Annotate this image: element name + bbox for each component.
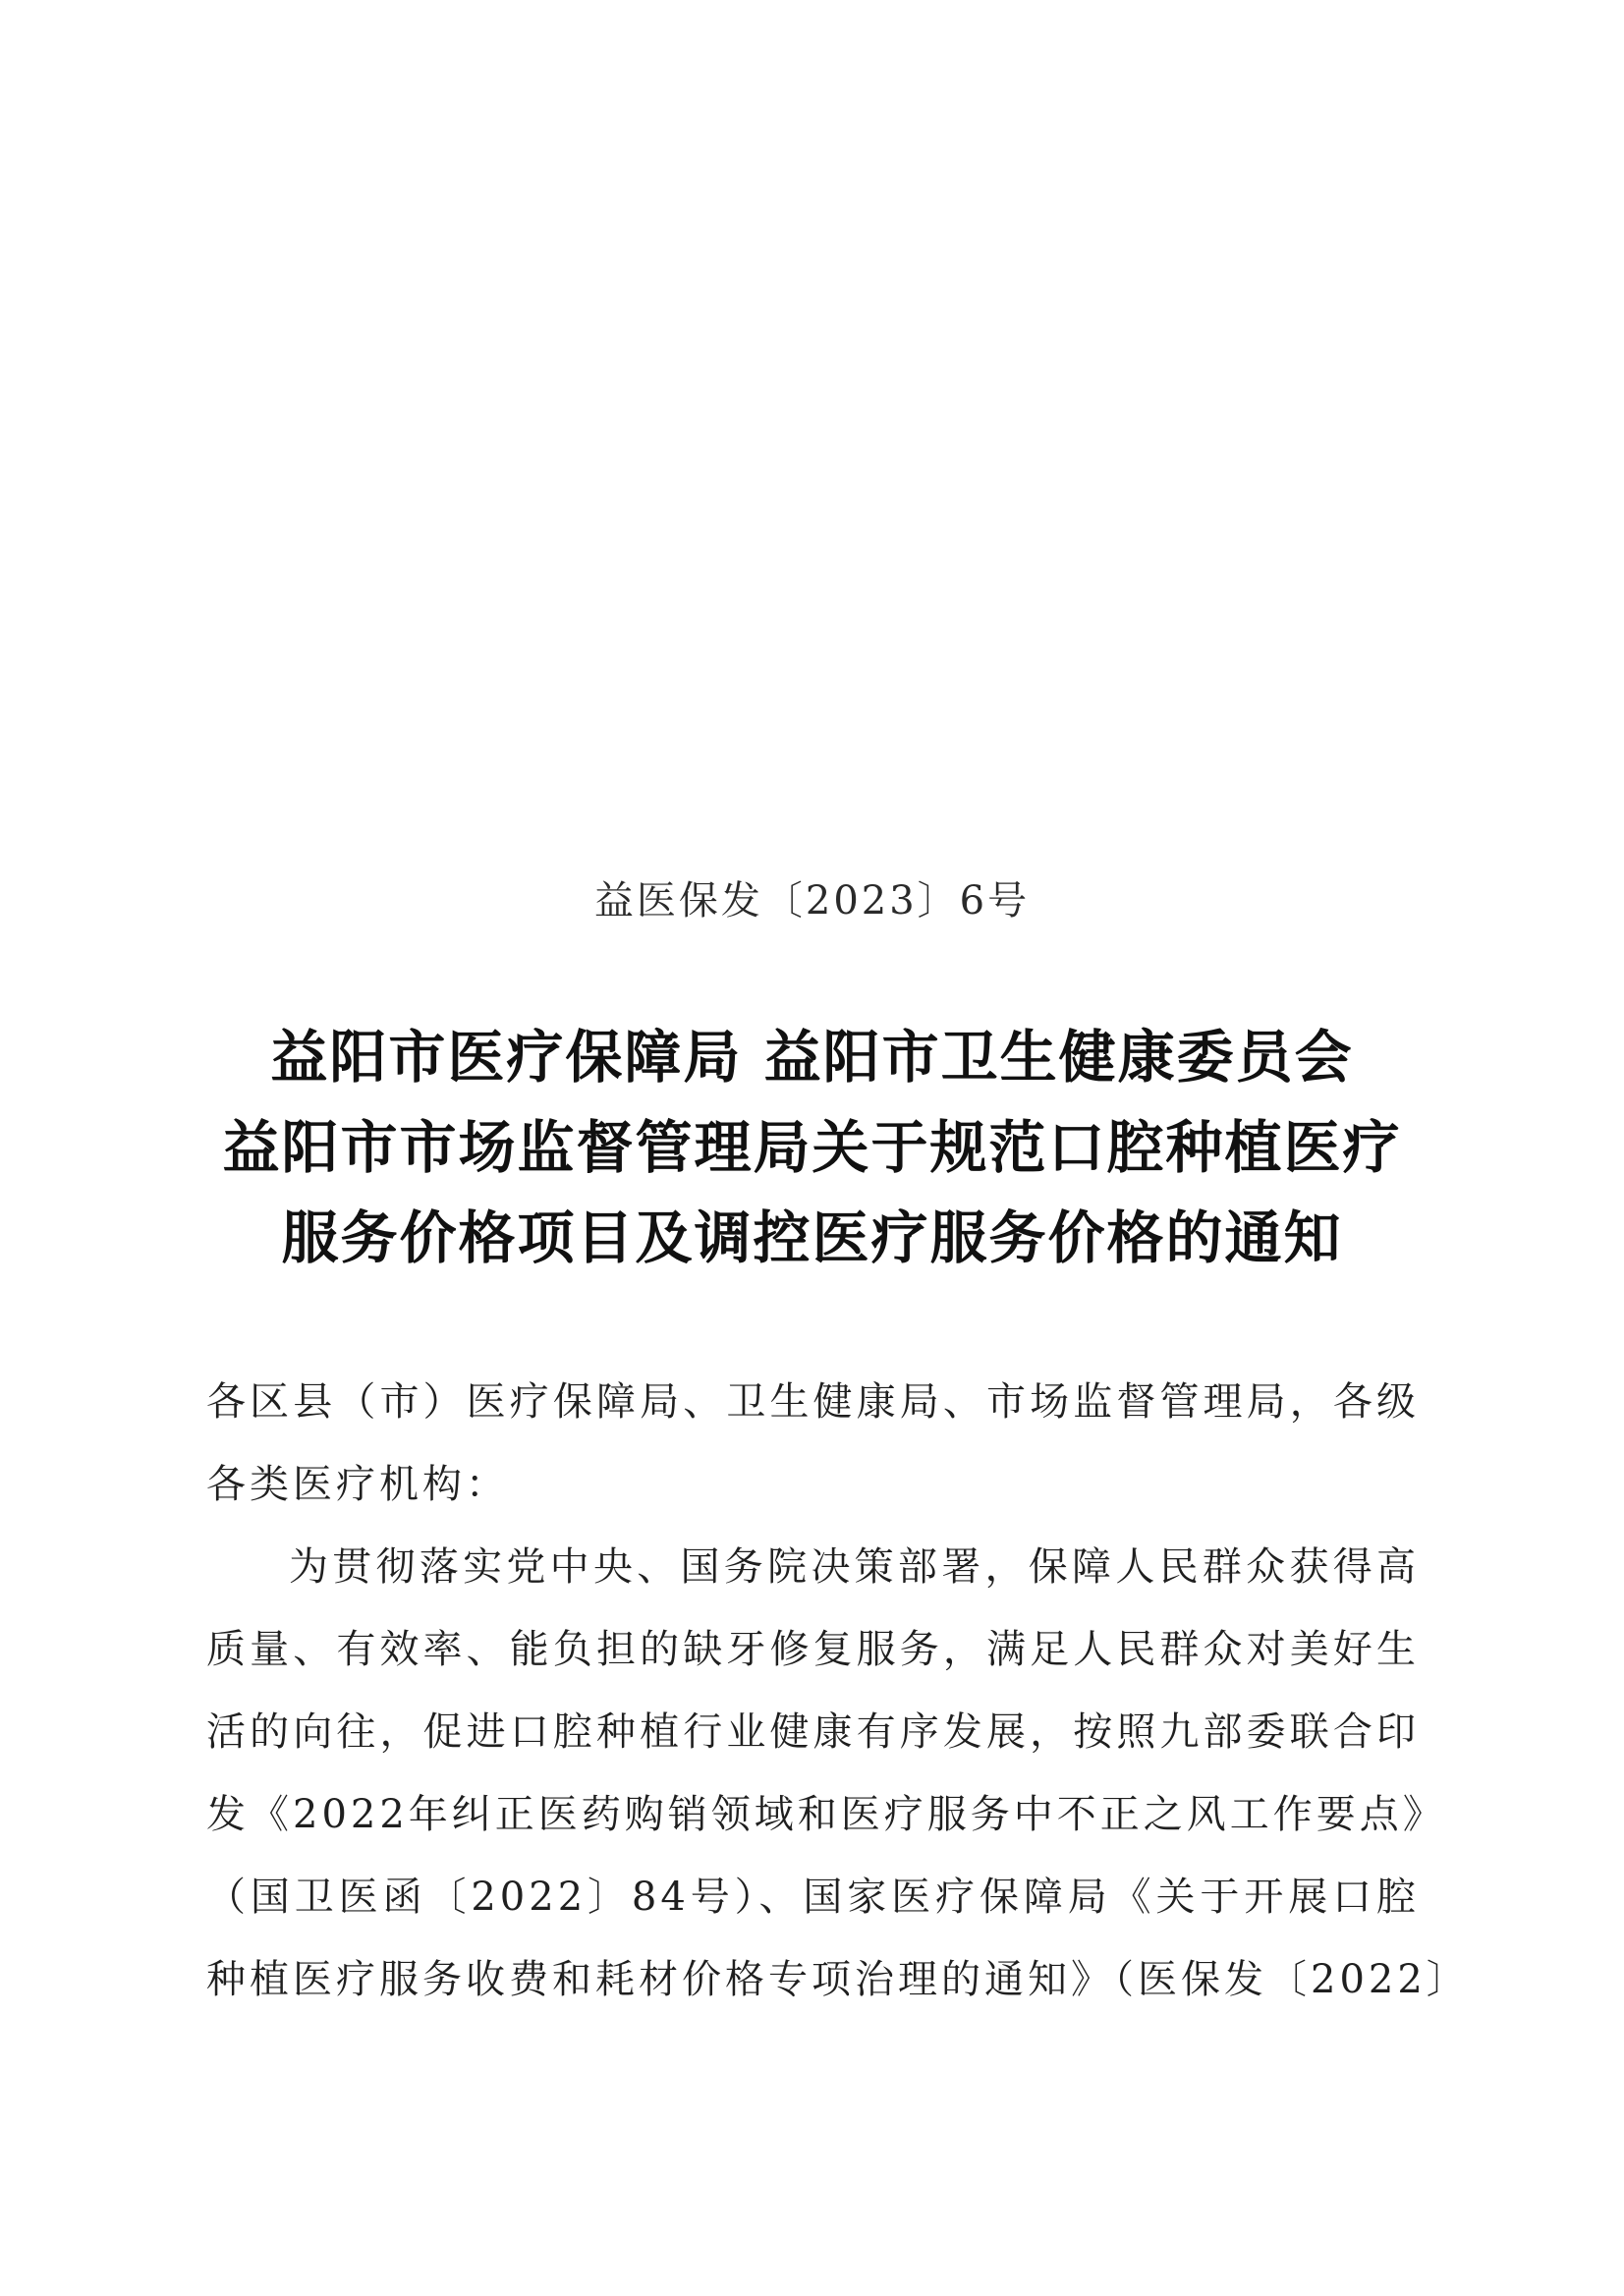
- paragraph-line-1: 为贯彻落实党中央、国务院决策部署，保障人民群众获得高: [289, 1544, 1420, 1590]
- paragraph-line-2: 质量、有效率、能负担的缺牙修复服务，满足人民群众对美好生: [206, 1627, 1420, 1672]
- paragraph-line-4: 发《2022年纠正医药购销领域和医疗服务中不正之风工作要点》: [206, 1792, 1446, 1837]
- document-body: [206, 1361, 1470, 2021]
- document-title: [192, 1012, 1432, 1283]
- paragraph-line-5: （国卫医函〔2022〕84号）、国家医疗保障局《关于开展口腔: [206, 1875, 1420, 1920]
- paragraph-line-6: 种植医疗服务收费和耗材价格专项治理的通知》（医保发〔2022〕: [206, 1957, 1470, 2002]
- salutation-line-1: 各区县（市）医疗保障局、卫生健康局、市场监督管理局，各级: [206, 1379, 1420, 1425]
- title-line-1: 益阳市医疗保障局 益阳市卫生健康委员会: [270, 1024, 1354, 1091]
- title-line-3: 服务价格项目及调控医疗服务价格的通知: [281, 1204, 1343, 1271]
- document-number: 益医保发〔2023〕6号: [593, 878, 1031, 924]
- salutation-line-2: 各类医疗机构：: [206, 1462, 509, 1507]
- title-line-2: 益阳市市场监督管理局关于规范口腔种植医疗: [222, 1114, 1402, 1181]
- paragraph-line-3: 活的向往，促进口腔种植行业健康有序发展，按照九部委联合印: [206, 1709, 1420, 1755]
